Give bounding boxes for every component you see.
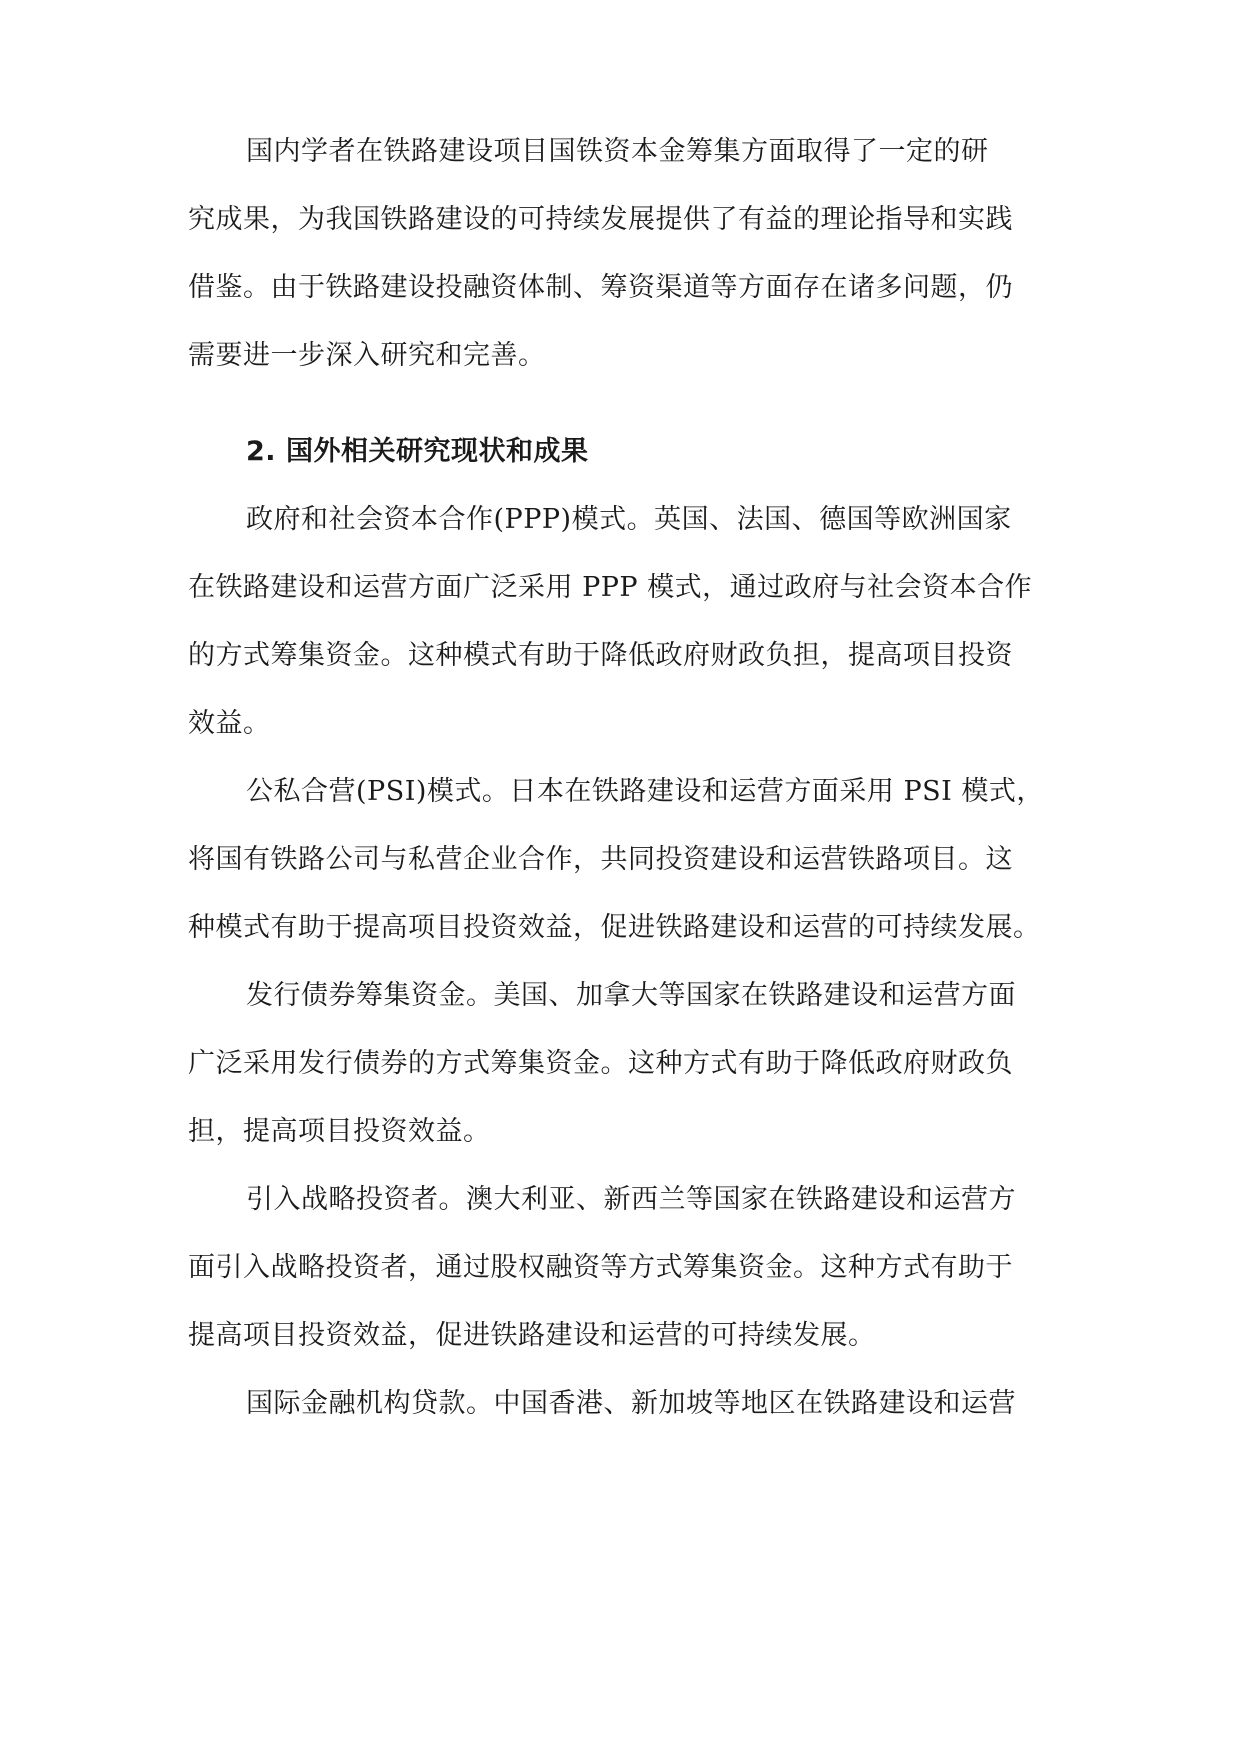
paragraph-line: 引入战略投资者。澳大利亚、新西兰等国家在铁路建设和运营方	[246, 1184, 1016, 1215]
paragraph-line: 种模式有助于提高项目投资效益，促进铁路建设和运营的可持续发展。	[188, 912, 1041, 943]
paragraph-line: 的方式筹集资金。这种模式有助于降低政府财政负担，提高项目投资	[188, 640, 1013, 671]
paragraph-line: 提高项目投资效益，促进铁路建设和运营的可持续发展。	[188, 1320, 876, 1351]
paragraph-line: 面引入战略投资者，通过股权融资等方式筹集资金。这种方式有助于	[188, 1252, 1013, 1283]
section-heading: 2. 国外相关研究现状和成果	[246, 436, 589, 467]
paragraph-line: 国际金融机构贷款。中国香港、新加坡等地区在铁路建设和运营	[246, 1388, 1016, 1419]
paragraph-line: 发行债券筹集资金。美国、加拿大等国家在铁路建设和运营方面	[246, 980, 1016, 1011]
paragraph-line: 在铁路建设和运营方面广泛采用 PPP 模式，通过政府与社会资本合作	[188, 572, 1033, 603]
paragraph-line: 究成果，为我国铁路建设的可持续发展提供了有益的理论指导和实践	[188, 204, 1013, 235]
paragraph-line: 公私合营(PSI)模式。日本在铁路建设和运营方面采用 PSI 模式，	[246, 776, 1044, 807]
paragraph-line: 广泛采用发行债券的方式筹集资金。这种方式有助于降低政府财政负	[188, 1048, 1013, 1079]
paragraph-line: 需要进一步深入研究和完善。	[188, 340, 546, 371]
paragraph-line: 效益。	[188, 708, 271, 739]
paragraph-line: 借鉴。由于铁路建设投融资体制、筹资渠道等方面存在诸多问题，仍	[188, 272, 1013, 303]
paragraph-line: 担，提高项目投资效益。	[188, 1116, 491, 1147]
paragraph-line: 政府和社会资本合作(PPP)模式。英国、法国、德国等欧洲国家	[246, 504, 1012, 535]
paragraph-line: 国内学者在铁路建设项目国铁资本金筹集方面取得了一定的研	[246, 136, 989, 167]
paragraph-line: 将国有铁路公司与私营企业合作，共同投资建设和运营铁路项目。这	[188, 844, 1013, 875]
